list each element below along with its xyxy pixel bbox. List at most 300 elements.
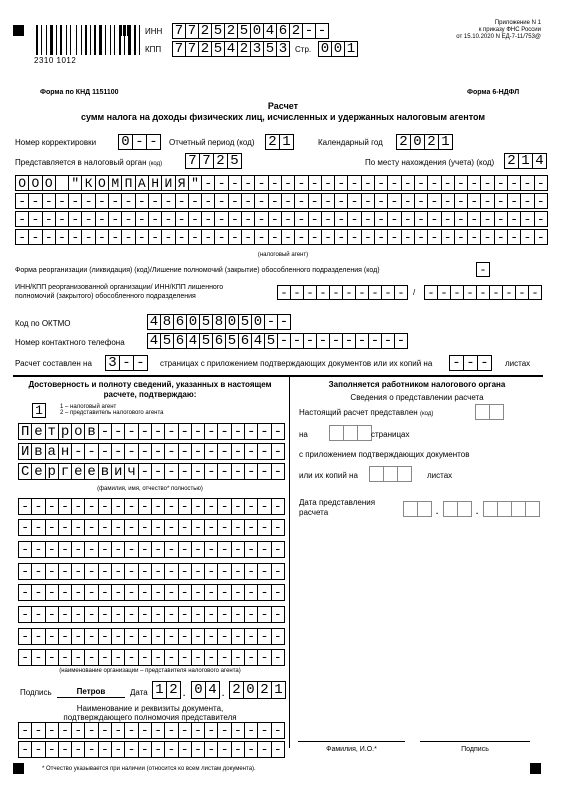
char-cell: -	[271, 606, 285, 623]
char-cell: -	[441, 175, 455, 191]
patronymic-cells[interactable]	[18, 463, 284, 480]
char-cell: -	[108, 229, 122, 245]
char-cell: П	[121, 175, 135, 191]
char-cell: -	[45, 563, 59, 580]
char-cell: -	[494, 175, 508, 191]
char-cell: -	[68, 229, 82, 245]
char-cell: -	[241, 175, 255, 191]
char-cell: -	[277, 314, 291, 330]
char-cell: -	[161, 211, 175, 227]
char-cell: -	[347, 211, 361, 227]
char-cell: -	[241, 193, 255, 209]
char-cell: 0	[318, 41, 332, 57]
char-cell: 3	[276, 41, 290, 57]
appendix-line-1: Приложение N 1	[494, 20, 541, 26]
char-cell: -	[334, 211, 348, 227]
date-dot-2: .	[222, 689, 225, 698]
char-cell: -	[342, 285, 356, 300]
barcode-bar	[139, 25, 140, 55]
char-cell: -	[489, 285, 503, 300]
char-cell: 2	[237, 41, 251, 57]
char-cell: -	[463, 355, 478, 371]
char-cell: 4	[251, 333, 265, 349]
char-cell: -	[414, 193, 428, 209]
char-cell: -	[414, 229, 428, 245]
org-row-4[interactable]	[18, 563, 284, 580]
char-cell: -	[164, 649, 178, 666]
char-cell: -	[316, 333, 330, 349]
char-cell: -	[84, 541, 98, 558]
char-cell: -	[534, 175, 548, 191]
char-cell: -	[71, 722, 85, 739]
char-cell: -	[494, 193, 508, 209]
char-cell: -	[28, 211, 42, 227]
char-cell: -	[321, 175, 335, 191]
char-cell: -	[84, 606, 98, 623]
char-cell: -	[257, 423, 271, 440]
char-cell: -	[231, 463, 245, 480]
char-cell: 6	[173, 314, 187, 330]
char-cell: -	[241, 211, 255, 227]
char-cell: -	[191, 741, 205, 758]
org-row-6[interactable]	[18, 606, 284, 623]
char-cell: -	[45, 741, 59, 758]
char-cell: -	[394, 285, 408, 300]
with-docs-label: с приложением подтверждающих документов	[299, 450, 470, 459]
char-cell: -	[138, 741, 152, 758]
char-cell: -	[45, 498, 59, 515]
char-cell: -	[217, 563, 231, 580]
presented-code-cells[interactable]	[475, 404, 503, 420]
char-cell: -	[204, 541, 218, 558]
char-cell: -	[528, 285, 542, 300]
org-caption: (наименование организации – представителя налогового агента)	[59, 668, 241, 674]
date-month-cells[interactable]	[191, 681, 219, 699]
char-cell: Н	[148, 175, 162, 191]
reorg-cell[interactable]	[476, 262, 489, 277]
char-cell: -	[188, 229, 202, 245]
barcode-bar	[68, 25, 69, 55]
char-cell: -	[58, 628, 72, 645]
signer-code-cell[interactable]	[32, 403, 45, 418]
char-cell: -	[204, 649, 218, 666]
char-cell: -	[507, 211, 521, 227]
char-cell: -	[18, 563, 32, 580]
barcode-bar	[116, 25, 118, 55]
char-cell: -	[124, 722, 138, 739]
period-cells[interactable]	[265, 134, 293, 150]
char-cell: -	[98, 741, 112, 758]
char-cell: -	[71, 498, 85, 515]
char-cell: 2	[504, 153, 519, 169]
agent-name-row-3[interactable]	[15, 211, 547, 227]
char-cell: -	[84, 741, 98, 758]
doc-row-2[interactable]	[18, 741, 284, 758]
char-cell: -	[268, 193, 282, 209]
org-row-3[interactable]	[18, 541, 284, 558]
char-cell: "	[188, 175, 202, 191]
char-cell: -	[467, 175, 481, 191]
char-cell: -	[321, 211, 335, 227]
char-cell: -	[178, 649, 192, 666]
char-cell: -	[204, 584, 218, 601]
char-cell: -	[45, 606, 59, 623]
char-cell: -	[138, 443, 152, 460]
date-year-cells[interactable]	[229, 681, 285, 699]
char-cell: -	[164, 498, 178, 515]
char-cell: -	[308, 211, 322, 227]
char-cell: -	[329, 285, 343, 300]
char-cell: -	[42, 211, 56, 227]
barcode-bar	[141, 25, 143, 55]
char-cell: -	[18, 741, 32, 758]
char-cell: -	[45, 628, 59, 645]
char-cell: -	[31, 519, 45, 536]
empty-cell	[483, 501, 498, 517]
year-cells[interactable]	[396, 134, 452, 150]
char-cell: -	[342, 333, 356, 349]
char-cell: -	[71, 541, 85, 558]
char-cell: -	[15, 193, 29, 209]
char-cell: -	[449, 355, 464, 371]
char-cell: -	[133, 355, 148, 371]
char-cell: -	[427, 175, 441, 191]
char-cell: -	[146, 134, 161, 150]
char-cell: -	[515, 285, 529, 300]
char-cell: -	[178, 606, 192, 623]
barcode-bar	[46, 25, 47, 55]
char-cell: -	[361, 211, 375, 227]
char-cell: -	[95, 229, 109, 245]
barcode-bar	[97, 25, 98, 55]
char-cell: 0	[243, 681, 258, 699]
char-cell: -	[271, 584, 285, 601]
name-cells[interactable]	[18, 443, 284, 460]
barcode-bar	[85, 25, 87, 55]
char-cell: -	[294, 193, 308, 209]
char-cell: -	[138, 584, 152, 601]
char-cell: -	[71, 443, 85, 460]
barcode-bar	[60, 25, 62, 55]
char-cell: 2	[396, 134, 411, 150]
char-cell: 4	[186, 333, 200, 349]
char-cell: 3	[105, 355, 120, 371]
char-cell: 1	[279, 134, 294, 150]
char-cell: -	[271, 741, 285, 758]
char-cell: -	[84, 628, 98, 645]
oktmo-cells[interactable]	[147, 314, 290, 330]
char-cell: -	[507, 175, 521, 191]
char-cell: -	[454, 211, 468, 227]
officer-fio-label: Фамилия, И.О.*	[326, 746, 377, 753]
char-cell: -	[138, 649, 152, 666]
empty-cell	[511, 501, 526, 517]
char-cell: -	[18, 649, 32, 666]
char-cell: -	[175, 193, 189, 209]
char-cell: -	[231, 628, 245, 645]
kpp-cells[interactable]	[172, 41, 289, 57]
char-cell: -	[164, 628, 178, 645]
char-cell: 6	[173, 333, 187, 349]
char-cell: -	[18, 498, 32, 515]
barcode-bar	[124, 25, 125, 55]
char-cell: -	[244, 722, 258, 739]
char-cell: -	[108, 193, 122, 209]
char-cell: -	[414, 211, 428, 227]
char-cell: е	[31, 463, 45, 480]
agent-name-row-4[interactable]	[15, 229, 547, 245]
char-cell: -	[387, 193, 401, 209]
char-cell: -	[98, 498, 112, 515]
char-cell: -	[71, 628, 85, 645]
char-cell: -	[31, 498, 45, 515]
char-cell: -	[175, 229, 189, 245]
barcode-bar	[36, 25, 38, 55]
char-cell: -	[151, 463, 165, 480]
form-title: Расчет	[267, 101, 299, 111]
char-cell: -	[151, 649, 165, 666]
char-cell: -	[81, 193, 95, 209]
barcode	[36, 25, 144, 55]
char-cell: -	[71, 606, 85, 623]
char-cell: 7	[199, 153, 214, 169]
char-cell: -	[281, 175, 295, 191]
char-cell: -	[271, 649, 285, 666]
char-cell: -	[111, 498, 125, 515]
char-cell: -	[45, 519, 59, 536]
page-label: Стр.	[295, 45, 312, 54]
char-cell: И	[161, 175, 175, 191]
char-cell: -	[31, 541, 45, 558]
char-cell: -	[124, 584, 138, 601]
org-row-7[interactable]	[18, 628, 284, 645]
char-cell: 0	[186, 314, 200, 330]
empty-cell	[357, 425, 372, 441]
char-cell: -	[467, 229, 481, 245]
inn-cells[interactable]	[172, 23, 328, 39]
char-cell: -	[401, 193, 415, 209]
char-cell: -	[257, 628, 271, 645]
char-cell: -	[441, 229, 455, 245]
tax-authority-label: Представляется в налоговый орган (код)	[15, 158, 163, 167]
char-cell: 5	[211, 41, 225, 57]
char-cell: -	[138, 463, 152, 480]
kpp-label: КПП	[145, 45, 162, 54]
char-cell: -	[138, 722, 152, 739]
doc-row-1[interactable]	[18, 722, 284, 739]
char-cell: -	[454, 193, 468, 209]
char-cell: 4	[224, 41, 238, 57]
char-cell: -	[55, 229, 69, 245]
char-cell: -	[124, 423, 138, 440]
char-cell: П	[18, 423, 32, 440]
char-cell: -	[201, 229, 215, 245]
char-cell: -	[31, 722, 45, 739]
char-cell: -	[124, 649, 138, 666]
officer-signature-line	[420, 741, 530, 742]
char-cell: -	[18, 628, 32, 645]
char-cell: -	[315, 23, 329, 39]
char-cell: -	[268, 211, 282, 227]
char-cell: -	[257, 606, 271, 623]
submission-month-cells[interactable]	[443, 501, 471, 517]
char-cell: -	[257, 463, 271, 480]
submission-date-label: Дата представления расчета	[299, 498, 376, 517]
pages-cells[interactable]	[105, 355, 147, 371]
char-cell: -	[228, 175, 242, 191]
char-cell: -	[191, 443, 205, 460]
submission-subtitle: Сведения о представлении расчета	[350, 393, 484, 402]
presented-label: Настоящий расчет представлен (код)	[299, 408, 434, 417]
submission-dot-2: .	[476, 507, 479, 516]
char-cell: -	[191, 722, 205, 739]
char-cell: -	[204, 498, 218, 515]
char-cell: -	[231, 443, 245, 460]
char-cell: -	[271, 423, 285, 440]
sheets-cells[interactable]	[449, 355, 491, 371]
char-cell: -	[254, 193, 268, 209]
char-cell: -	[217, 649, 231, 666]
char-cell: -	[151, 498, 165, 515]
char-cell: О	[15, 175, 29, 191]
char-cell: -	[217, 463, 231, 480]
char-cell: -	[204, 741, 218, 758]
char-cell: -	[151, 741, 165, 758]
char-cell: -	[368, 285, 382, 300]
correction-cells[interactable]	[118, 134, 160, 150]
page-number-cells[interactable]	[318, 41, 357, 57]
char-cell: 4	[205, 681, 220, 699]
org-row-8[interactable]	[18, 649, 284, 666]
char-cell: 5	[160, 333, 174, 349]
location-cells[interactable]	[504, 153, 546, 169]
char-cell: -	[204, 606, 218, 623]
char-cell: -	[387, 229, 401, 245]
reorg-inn-cells[interactable]	[277, 285, 407, 300]
char-cell: -	[231, 541, 245, 558]
char-cell: -	[231, 722, 245, 739]
org-row-2[interactable]	[18, 519, 284, 536]
char-cell: -	[476, 285, 490, 300]
char-cell: -	[244, 541, 258, 558]
phone-cells[interactable]	[147, 333, 407, 349]
char-cell: -	[217, 628, 231, 645]
char-cell: -	[294, 211, 308, 227]
empty-cell	[417, 501, 432, 517]
char-cell: -	[217, 741, 231, 758]
char-cell: -	[217, 423, 231, 440]
char-cell: -	[58, 498, 72, 515]
char-cell: -	[178, 722, 192, 739]
char-cell: -	[271, 463, 285, 480]
org-row-5[interactable]	[18, 584, 284, 601]
char-cell: 2	[424, 134, 439, 150]
char-cell: -	[45, 584, 59, 601]
agent-caption: (налоговый агент)	[257, 252, 309, 258]
char-cell: -	[302, 23, 316, 39]
barcode-bar	[134, 25, 136, 55]
char-cell: -	[217, 722, 231, 739]
submission-day-cells[interactable]	[403, 501, 431, 517]
char-cell: -	[18, 722, 32, 739]
footnote: * Отчество указывается при наличии (относится ко всем листам документа).	[42, 766, 256, 772]
doc-caption-1: Наименование и реквизиты документа,	[76, 704, 224, 713]
char-cell: -	[308, 193, 322, 209]
char-cell: С	[18, 463, 32, 480]
org-row-1[interactable]	[18, 498, 284, 515]
date-day-cells[interactable]	[152, 681, 180, 699]
char-cell: -	[191, 423, 205, 440]
char-cell: 2	[213, 153, 228, 169]
barcode-bar	[112, 25, 113, 55]
reorg-slash: /	[413, 288, 416, 297]
barcode-bar	[58, 25, 59, 55]
char-cell: -	[368, 333, 382, 349]
appendix-line-2: к приказу ФНС России	[478, 27, 541, 33]
char-cell: -	[45, 541, 59, 558]
submission-year-cells[interactable]	[483, 501, 539, 517]
char-cell: 7	[172, 23, 186, 39]
barcode-bar	[72, 25, 75, 55]
location-label: По месту нахождения (учета) (код)	[365, 158, 495, 167]
char-cell: -	[257, 563, 271, 580]
surname-cells[interactable]	[18, 423, 284, 440]
barcode-bar	[137, 25, 138, 55]
char-cell: -	[151, 628, 165, 645]
char-cell: И	[18, 443, 32, 460]
char-cell: -	[31, 563, 45, 580]
barcode-bar	[105, 25, 106, 55]
char-cell: -	[135, 211, 149, 227]
char-cell: -	[178, 519, 192, 536]
form-knd: Форма по КНД 1151100	[40, 89, 119, 96]
char-cell: -	[427, 211, 441, 227]
barcode-bar	[132, 25, 133, 55]
char-cell: 7	[185, 153, 200, 169]
char-cell: -	[303, 285, 317, 300]
char-cell: 4	[147, 333, 161, 349]
char-cell: -	[178, 443, 192, 460]
char-cell: е	[31, 423, 45, 440]
char-cell: -	[84, 519, 98, 536]
char-cell: -	[520, 211, 534, 227]
char-cell: -	[244, 519, 258, 536]
char-cell: 6	[238, 333, 252, 349]
char-cell: -	[71, 519, 85, 536]
char-cell: -	[401, 211, 415, 227]
signature-value[interactable]: Петров	[57, 687, 125, 698]
char-cell: -	[507, 193, 521, 209]
on-label: на	[299, 430, 308, 439]
reorg-kpp-cells[interactable]	[424, 285, 541, 300]
char-cell: -	[454, 229, 468, 245]
char-cell: -	[308, 175, 322, 191]
char-cell: -	[28, 193, 42, 209]
sheets-count-cells[interactable]	[369, 466, 411, 482]
char-cell: 1	[32, 403, 46, 418]
char-cell: -	[178, 741, 192, 758]
char-cell: -	[277, 285, 291, 300]
char-cell: -	[321, 193, 335, 209]
char-cell: -	[467, 193, 481, 209]
agent-name-row-2[interactable]	[15, 193, 547, 209]
tax-authority-cells[interactable]	[185, 153, 241, 169]
char-cell: -	[502, 285, 516, 300]
char-cell: -	[55, 193, 69, 209]
pages-count-cells[interactable]	[329, 425, 371, 441]
period-label: Отчетный период (код)	[169, 138, 255, 147]
agent-name-row-1[interactable]	[15, 175, 547, 191]
